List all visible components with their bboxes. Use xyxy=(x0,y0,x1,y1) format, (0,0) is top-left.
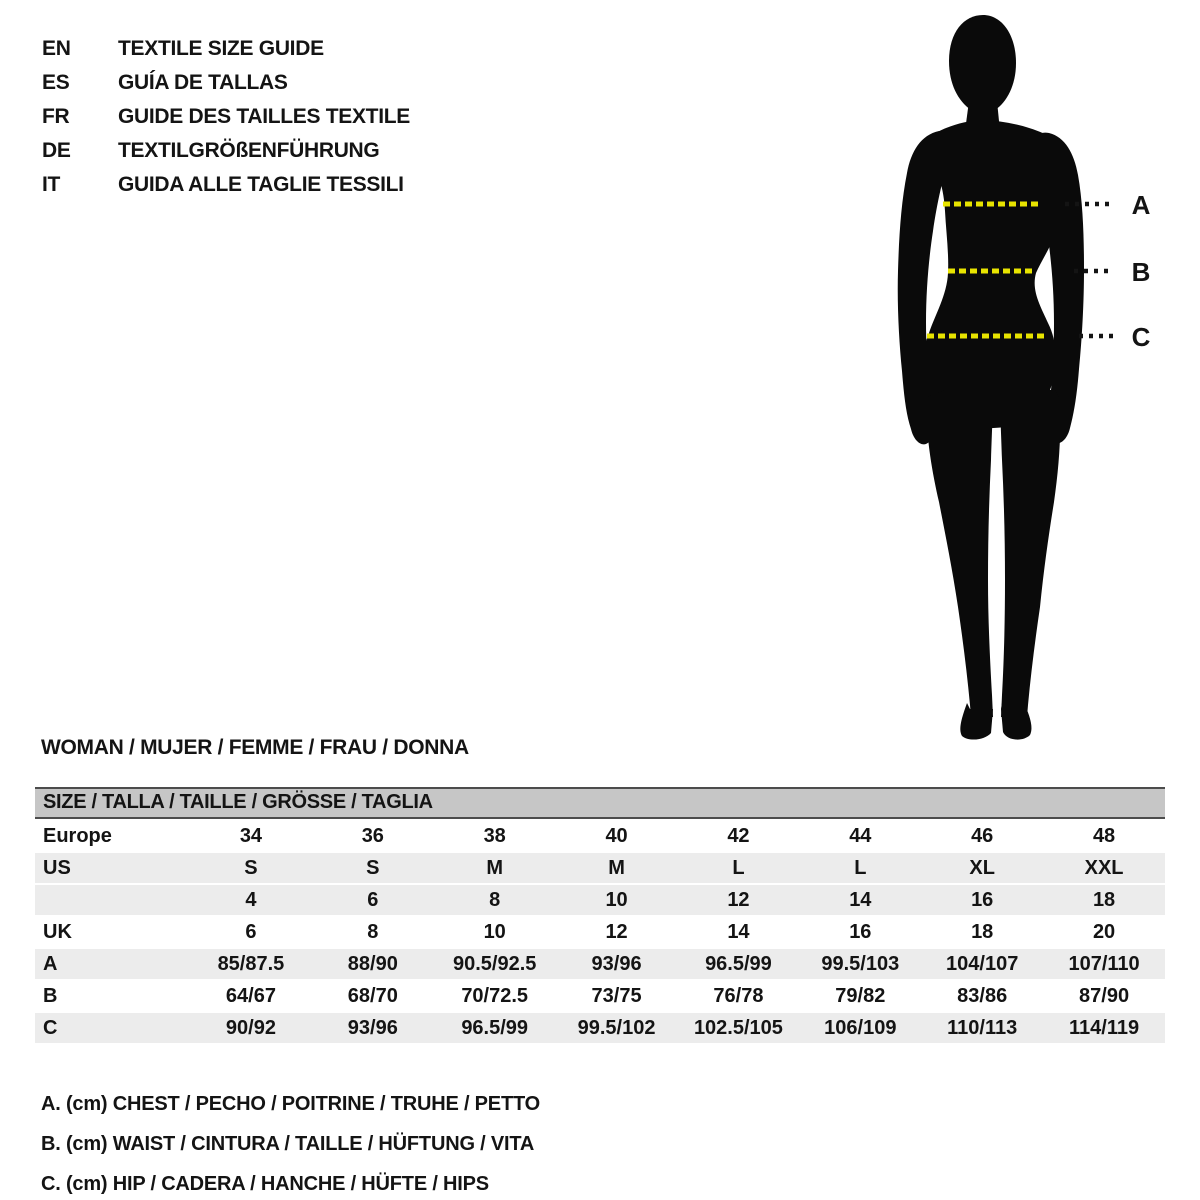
language-code: EN xyxy=(42,37,71,60)
language-code: IT xyxy=(42,173,61,196)
size-cell: 44 xyxy=(849,825,872,847)
row-label: Europe xyxy=(43,825,112,847)
size-cell: 14 xyxy=(727,921,750,943)
size-cell: 12 xyxy=(605,921,628,943)
size-cell: 36 xyxy=(361,825,384,847)
size-table-header: SIZE / TALLA / TAILLE / GRÖSSE / TAGLIA xyxy=(35,787,1165,819)
language-code: DE xyxy=(42,139,71,162)
table-row xyxy=(35,821,1165,851)
size-cell: 46 xyxy=(971,825,994,847)
size-cell: 64/67 xyxy=(225,985,276,1007)
size-cell: 10 xyxy=(483,921,506,943)
size-cell: 73/75 xyxy=(591,985,642,1007)
size-cell: 68/70 xyxy=(347,985,398,1007)
size-cell: 70/72.5 xyxy=(461,985,529,1007)
size-cell: 114/119 xyxy=(1069,1017,1140,1039)
language-row xyxy=(42,66,410,100)
language-code: FR xyxy=(42,105,70,128)
table-row xyxy=(35,885,1165,915)
woman-silhouette xyxy=(898,15,1084,740)
size-cell: 79/82 xyxy=(835,985,886,1007)
silhouette-head xyxy=(949,15,1016,110)
size-cell: S xyxy=(366,857,380,879)
size-cell: 106/109 xyxy=(824,1017,897,1039)
language-row xyxy=(42,100,410,134)
size-cell: 18 xyxy=(1092,889,1116,911)
language-code: ES xyxy=(42,71,70,94)
size-cell: 4 xyxy=(245,889,257,911)
size-cell: 20 xyxy=(1092,921,1116,943)
row-label xyxy=(35,885,190,915)
size-cell: 38 xyxy=(483,825,506,847)
language-list xyxy=(42,32,410,202)
language-title: TEXTILGRÖßENFÜHRUNG xyxy=(118,139,380,162)
silhouette-right-leg xyxy=(1000,390,1060,717)
size-cell: 99.5/103 xyxy=(821,953,900,975)
table-row xyxy=(35,917,1165,947)
row-label: A xyxy=(43,953,58,975)
size-table-body xyxy=(35,821,1165,1043)
size-figure-svg xyxy=(855,5,1155,755)
size-table xyxy=(35,787,1165,1045)
size-cell: 99.5/102 xyxy=(577,1017,656,1039)
language-title: GUIDE DES TAILLES TEXTILE xyxy=(118,105,410,128)
size-cell: L xyxy=(854,857,867,879)
legend-line: C. (cm) HIP / CADERA / HANCHE / HÜFTE / HIPS xyxy=(41,1173,489,1195)
table-row xyxy=(35,1013,1165,1043)
size-cell: 102.5/105 xyxy=(693,1017,783,1039)
size-cell: 76/78 xyxy=(713,985,764,1007)
size-cell: M xyxy=(608,857,625,879)
measure-label-a: A xyxy=(1131,190,1151,220)
measure-label-c: C xyxy=(1131,322,1151,352)
language-row xyxy=(42,32,410,66)
measure-label-b: B xyxy=(1131,257,1151,287)
size-cell: 16 xyxy=(971,889,994,911)
silhouette-left-leg xyxy=(927,390,993,717)
row-label: C xyxy=(43,1017,58,1039)
table-row xyxy=(35,949,1165,979)
size-cell: 104/107 xyxy=(946,953,1019,975)
measure-legend xyxy=(41,1084,540,1200)
row-label: UK xyxy=(43,921,72,943)
size-cell: S xyxy=(244,857,258,879)
legend-line: A. (cm) CHEST / PECHO / POITRINE / TRUHE / PETTO xyxy=(41,1093,540,1115)
size-cell: 34 xyxy=(239,825,263,847)
size-cell: 6 xyxy=(367,889,379,911)
size-cell: 93/96 xyxy=(347,1017,398,1039)
section-title: WOMAN / MUJER / FEMME / FRAU / DONNA xyxy=(41,736,469,759)
size-cell: 107/110 xyxy=(1068,953,1140,975)
language-row xyxy=(42,134,410,168)
size-cell: 90.5/92.5 xyxy=(452,953,537,975)
size-cell: XXL xyxy=(1084,857,1124,879)
table-row xyxy=(35,981,1165,1011)
size-cell: XL xyxy=(969,857,995,879)
language-title: TEXTILE SIZE GUIDE xyxy=(118,37,324,60)
row-label: US xyxy=(43,857,71,879)
language-row xyxy=(42,168,410,202)
size-cell: 90/92 xyxy=(225,1017,276,1039)
size-cell: 83/86 xyxy=(957,985,1008,1007)
size-cell: 88/90 xyxy=(347,953,398,975)
size-cell: 110/113 xyxy=(947,1017,1018,1039)
size-cell: 87/90 xyxy=(1079,985,1130,1007)
size-cell: 6 xyxy=(245,921,257,943)
size-cell: 8 xyxy=(367,921,379,943)
size-cell: L xyxy=(732,857,745,879)
size-cell: 12 xyxy=(727,889,750,911)
size-cell: 48 xyxy=(1092,825,1116,847)
size-cell: 8 xyxy=(489,889,501,911)
size-cell: 18 xyxy=(971,921,994,943)
language-title: GUÍA DE TALLAS xyxy=(118,71,288,94)
table-row xyxy=(35,853,1165,883)
size-cell: 16 xyxy=(849,921,872,943)
size-cell: 85/87.5 xyxy=(217,953,285,975)
language-title: GUIDA ALLE TAGLIE TESSILI xyxy=(118,173,404,196)
legend-line: B. (cm) WAIST / CINTURA / TAILLE / HÜFTUNG / VITA xyxy=(41,1133,535,1155)
size-cell: 40 xyxy=(605,825,628,847)
size-cell: 96.5/99 xyxy=(461,1017,529,1039)
row-label: B xyxy=(43,985,58,1007)
size-cell: 42 xyxy=(727,825,750,847)
size-cell: 10 xyxy=(605,889,628,911)
size-cell: 14 xyxy=(849,889,872,911)
size-cell: 93/96 xyxy=(591,953,642,975)
size-cell: M xyxy=(486,857,504,879)
size-cell: 96.5/99 xyxy=(705,953,772,975)
